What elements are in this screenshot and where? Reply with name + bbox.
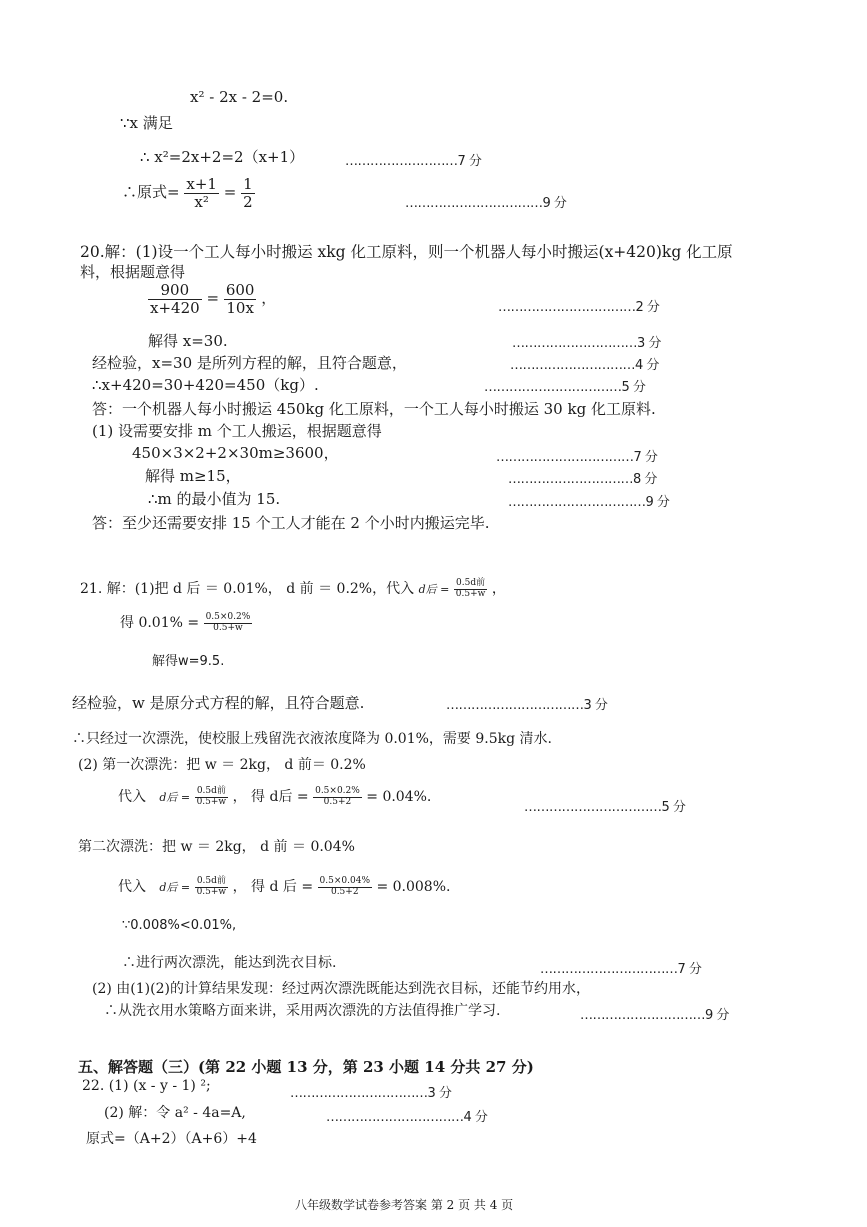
text-line: ∴只经过一次漂洗，使校服上残留洗衣液浓度降为 0.01%，需要 9.5kg 清水.	[72, 731, 552, 747]
text-line: 解得 x=30.	[148, 332, 228, 350]
text: ， 得 d后 =	[232, 789, 309, 805]
text-line: 22. (1) (x - y - 1) ²;	[82, 1078, 211, 1094]
text-line: ∵0.008%<0.01%,	[122, 918, 237, 933]
equation-line	[122, 176, 255, 210]
text: ， 得 d 后 =	[232, 879, 314, 895]
text-line: (2) 由(1)(2)的计算结果发现：经过两次漂洗既能达到洗衣目标，还能节约用水，	[92, 981, 590, 997]
text-line: 450×3×2+2×30m≥3600，	[132, 444, 339, 462]
fraction	[195, 877, 229, 898]
score-marker: ……………………………9 分	[405, 196, 567, 211]
fraction	[224, 282, 257, 316]
numerator: 0.5d前	[196, 875, 226, 886]
result: = 0.008%.	[376, 879, 451, 895]
denominator: 0.5+w	[455, 588, 486, 599]
denominator: 0.5+w	[196, 886, 227, 897]
text-line: (1) 设需要安排 m 个工人搬运，根据题意得	[92, 422, 382, 440]
comma: ，	[261, 289, 277, 307]
text-line: ∴进行两次漂洗，能达到洗衣目标.	[122, 955, 337, 971]
text-line: 答：一个机器人每小时搬运 450kg 化工原料，一个工人每小时搬运 30 kg 化工原料.	[92, 400, 656, 418]
numerator: 0.5×0.04%	[319, 875, 370, 886]
comma: ，	[491, 581, 506, 597]
equation-line	[118, 786, 431, 807]
score-marker: ………………………7 分	[345, 154, 482, 169]
text-line: ∴x+420=30+420=450（kg）.	[92, 376, 319, 394]
text: 得 0.01% =	[120, 615, 200, 631]
equation-line: x² - 2x - 2=0.	[190, 88, 289, 106]
numerator: 1	[243, 175, 253, 193]
score-marker: ……………………………5 分	[524, 800, 686, 815]
text-line: 解得 m≥15，	[145, 467, 241, 485]
score-marker: ……………………………5 分	[484, 380, 646, 395]
numerator: 0.5×0.2%	[315, 785, 360, 796]
denominator: 2	[243, 192, 253, 211]
score-marker: …………………………9 分	[580, 1008, 729, 1023]
result: = 0.04%.	[366, 789, 432, 805]
text-line: 经检验，w 是原分式方程的解，且符合题意.	[72, 694, 365, 712]
equals: =	[206, 289, 220, 307]
variable: d后 =	[159, 791, 191, 804]
fraction	[241, 176, 255, 210]
text-line: ∴m 的最小值为 15.	[148, 490, 281, 508]
section-heading: 五、解答题（三）(第 22 小题 13 分，第 23 小题 14 分共 27 分)	[78, 1058, 534, 1076]
score-marker: ……………………………3 分	[446, 698, 608, 713]
equation-line	[118, 876, 450, 897]
denominator: 0.5+w	[196, 796, 227, 807]
fraction	[313, 787, 362, 808]
fraction	[195, 787, 229, 808]
text-line: 经检验，x=30 是所列方程的解，且符合题意，	[92, 354, 407, 372]
label: ∴原式=	[122, 183, 180, 201]
numerator: 0.5×0.2%	[205, 611, 251, 622]
numerator: 0.5d前	[196, 785, 226, 796]
equation-line: ∴ x²=2x+2=2（x+1）	[140, 148, 305, 166]
denominator: 10x	[224, 299, 257, 317]
denominator: 0.5+2	[318, 887, 372, 898]
fraction	[204, 613, 253, 634]
page-footer: 八年级数学试卷参考答案 第 2 页 共 4 页	[295, 1198, 514, 1212]
text-line: ∵x 满足	[120, 114, 173, 132]
numerator: 0.5d前	[456, 577, 486, 588]
text-line: (2) 解：令 a² - 4a=A,	[104, 1105, 246, 1121]
text: 21. 解：(1)把 d 后 ＝ 0.01%， d 前 ＝ 0.2%，代入	[80, 581, 415, 597]
variable: d后 =	[418, 583, 450, 596]
text-line: ∴从洗衣用水策略方面来讲，采用两次漂洗的方法值得推广学习.	[104, 1003, 501, 1019]
fraction	[148, 282, 202, 316]
equation-line	[120, 612, 252, 633]
fraction	[184, 176, 219, 210]
question-20-line: 20.解：(1)设一个工人每小时搬运 xkg 化工原料，则一个机器人每小时搬运(x+420)kg 化工原	[80, 243, 733, 261]
equation-line	[148, 282, 276, 316]
equals: =	[223, 183, 237, 201]
score-marker: …………………………3 分	[512, 336, 661, 351]
score-marker: ……………………………3 分	[290, 1086, 452, 1101]
denominator: x²	[184, 193, 219, 211]
text-line: 答：至少还需要安排 15 个工人才能在 2 个小时内搬运完毕.	[92, 514, 490, 532]
denominator: 0.5+2	[313, 797, 362, 808]
numerator: 900	[160, 281, 190, 299]
fraction	[454, 579, 488, 600]
text-line: 第二次漂洗：把 w ＝ 2kg， d 前 ＝ 0.04%	[78, 839, 355, 855]
denominator: x+420	[150, 298, 200, 317]
score-marker: …………………………8 分	[508, 472, 657, 487]
score-marker: ……………………………9 分	[508, 495, 670, 510]
text-line: 原式=（A+2）（A+6）+4	[86, 1131, 257, 1147]
text-line: (2) 第一次漂洗：把 w ＝ 2kg， d 前＝ 0.2%	[78, 757, 366, 773]
score-marker: ……………………………4 分	[326, 1110, 488, 1125]
denominator: 0.5+w	[204, 623, 253, 634]
text-line: 解得w=9.5.	[152, 654, 225, 669]
numerator: 600	[225, 281, 255, 299]
score-marker: …………………………4 分	[510, 358, 659, 373]
question-20-line: 料，根据题意得	[80, 263, 186, 281]
question-21-line	[80, 578, 506, 599]
variable: d后 =	[159, 881, 191, 894]
text: 代入	[118, 879, 146, 895]
text: 代入	[118, 789, 146, 805]
fraction	[318, 877, 372, 898]
score-marker: ……………………………7 分	[496, 450, 658, 465]
score-marker: ……………………………7 分	[540, 962, 702, 977]
numerator: x+1	[186, 175, 217, 193]
score-marker: ……………………………2 分	[498, 300, 660, 315]
